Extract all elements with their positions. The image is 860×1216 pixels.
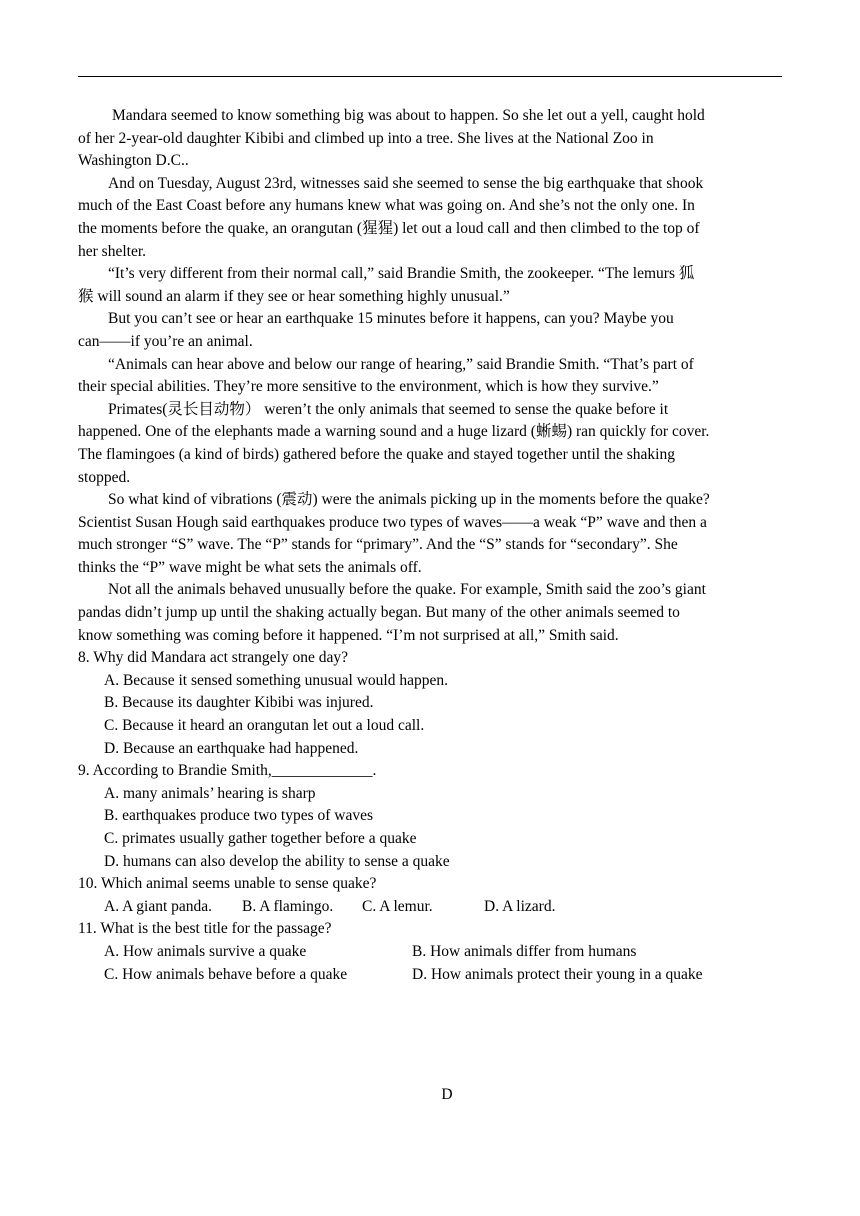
- paragraph-5: [78, 354, 790, 399]
- option-c: C. Because it heard an orangutan let out a loud call.: [104, 717, 425, 735]
- text-line: pandas didn’t jump up until the shaking actually began. But many of the other animals seemed to: [78, 604, 680, 622]
- text-line: The flamingoes (a kind of birds) gathered before the quake and stayed together until the shaking: [78, 445, 675, 463]
- text-line: Washington D.C..: [78, 152, 189, 170]
- option-a: A. many animals’ hearing is sharp: [104, 784, 316, 802]
- text-line: So what kind of vibrations (震动) were the animals picking up in the moments before the quake?: [108, 491, 710, 509]
- paragraph-2: [78, 173, 790, 263]
- option-b: B. A flamingo.: [242, 897, 334, 915]
- text-line: the moments before the quake, an orangutan (猩猩) let out a loud call and then climbed to the top of: [78, 219, 700, 237]
- option-a: A. Because it sensed something unusual would happen.: [104, 671, 448, 689]
- question-stem: 9. According to Brandie Smith,_____________.: [78, 762, 377, 780]
- paragraph-7: [78, 489, 790, 579]
- text-line: their special abilities. They’re more sensitive to the environment, which is how they survive.”: [78, 378, 659, 396]
- paragraph-8: [78, 579, 790, 647]
- text-line: 猴 will sound an alarm if they see or hear something highly unusual.”: [78, 287, 510, 305]
- text-line: know something was coming before it happened. “I’m not surprised at all,” Smith said.: [78, 626, 619, 644]
- text-line: “Animals can hear above and below our range of hearing,” said Brandie Smith. “That’s part of: [108, 355, 694, 373]
- question-8: [78, 647, 790, 760]
- text-line: happened. One of the elephants made a warning sound and a huge lizard (蜥蜴) ran quickly for cover.: [78, 423, 710, 441]
- option-a: A. How animals survive a quake: [104, 942, 307, 960]
- option-b: B. earthquakes produce two types of waves: [104, 807, 374, 825]
- text-line: her shelter.: [78, 242, 147, 260]
- question-stem: 8. Why did Mandara act strangely one day?: [78, 649, 349, 667]
- paragraph-4: [78, 308, 790, 353]
- option-row: [78, 896, 790, 919]
- question-11: [78, 918, 790, 986]
- text-line: thinks the “P” wave might be what sets the animals off.: [78, 558, 422, 576]
- text-line: Scientist Susan Hough said earthquakes produce two types of waves——a weak “P” wave and then a: [78, 513, 707, 531]
- text-line: “It’s very different from their normal call,” said Brandie Smith, the zookeeper. “The lemurs 狐: [108, 265, 695, 283]
- passage: [78, 105, 790, 647]
- option-d: D. humans can also develop the ability to sense a quake: [104, 852, 450, 870]
- question-9: [78, 760, 790, 873]
- option-a: A. A giant panda.: [104, 897, 213, 915]
- text-line: of her 2-year-old daughter Kibibi and climbed up into a tree. She lives at the National Zoo in: [78, 129, 654, 147]
- text-line: But you can’t see or hear an earthquake 15 minutes before it happens, can you? Maybe you: [108, 310, 674, 328]
- text-line: Primates(灵长目动物） weren’t the only animals that seemed to sense the quake before it: [108, 400, 669, 418]
- question-stem: 10. Which animal seems unable to sense quake?: [78, 875, 377, 893]
- text-line: can——if you’re an animal.: [78, 332, 253, 350]
- paragraph-3: [78, 263, 790, 308]
- text-line: And on Tuesday, August 23rd, witnesses said she seemed to sense the big earthquake that shook: [108, 174, 704, 192]
- header-rule: [78, 76, 782, 77]
- paragraph-1: [78, 105, 790, 173]
- paragraph-6: [78, 399, 790, 489]
- option-row: [78, 964, 790, 987]
- text-line: much of the East Coast before any humans knew what was going on. And she’s not the only one. In: [78, 197, 695, 215]
- option-b: B. How animals differ from humans: [412, 942, 637, 960]
- text-line: Not all the animals behaved unusually before the quake. For example, Smith said the zoo’s giant: [108, 581, 706, 599]
- question-stem: 11. What is the best title for the passage?: [78, 920, 332, 938]
- option-b: B. Because its daughter Kibibi was injured.: [104, 694, 374, 712]
- document-body: [78, 105, 790, 986]
- option-d: D. How animals protect their young in a quake: [412, 965, 703, 983]
- text-line: stopped.: [78, 468, 131, 486]
- question-10: [78, 873, 790, 918]
- option-c: C. How animals behave before a quake: [104, 965, 348, 983]
- text-line: Mandara seemed to know something big was about to happen. So she let out a yell, caught hold: [112, 107, 705, 124]
- option-d: D. Because an earthquake had happened.: [104, 739, 359, 757]
- option-row: [78, 941, 790, 964]
- section-letter: D: [441, 1086, 453, 1103]
- option-d: D. A lizard.: [484, 897, 556, 915]
- option-c: C. primates usually gather together before a quake: [104, 830, 417, 847]
- text-line: much stronger “S” wave. The “P” stands for “primary”. And the “S” stands for “secondary”. She: [78, 536, 678, 554]
- option-c: C. A lemur.: [362, 897, 433, 915]
